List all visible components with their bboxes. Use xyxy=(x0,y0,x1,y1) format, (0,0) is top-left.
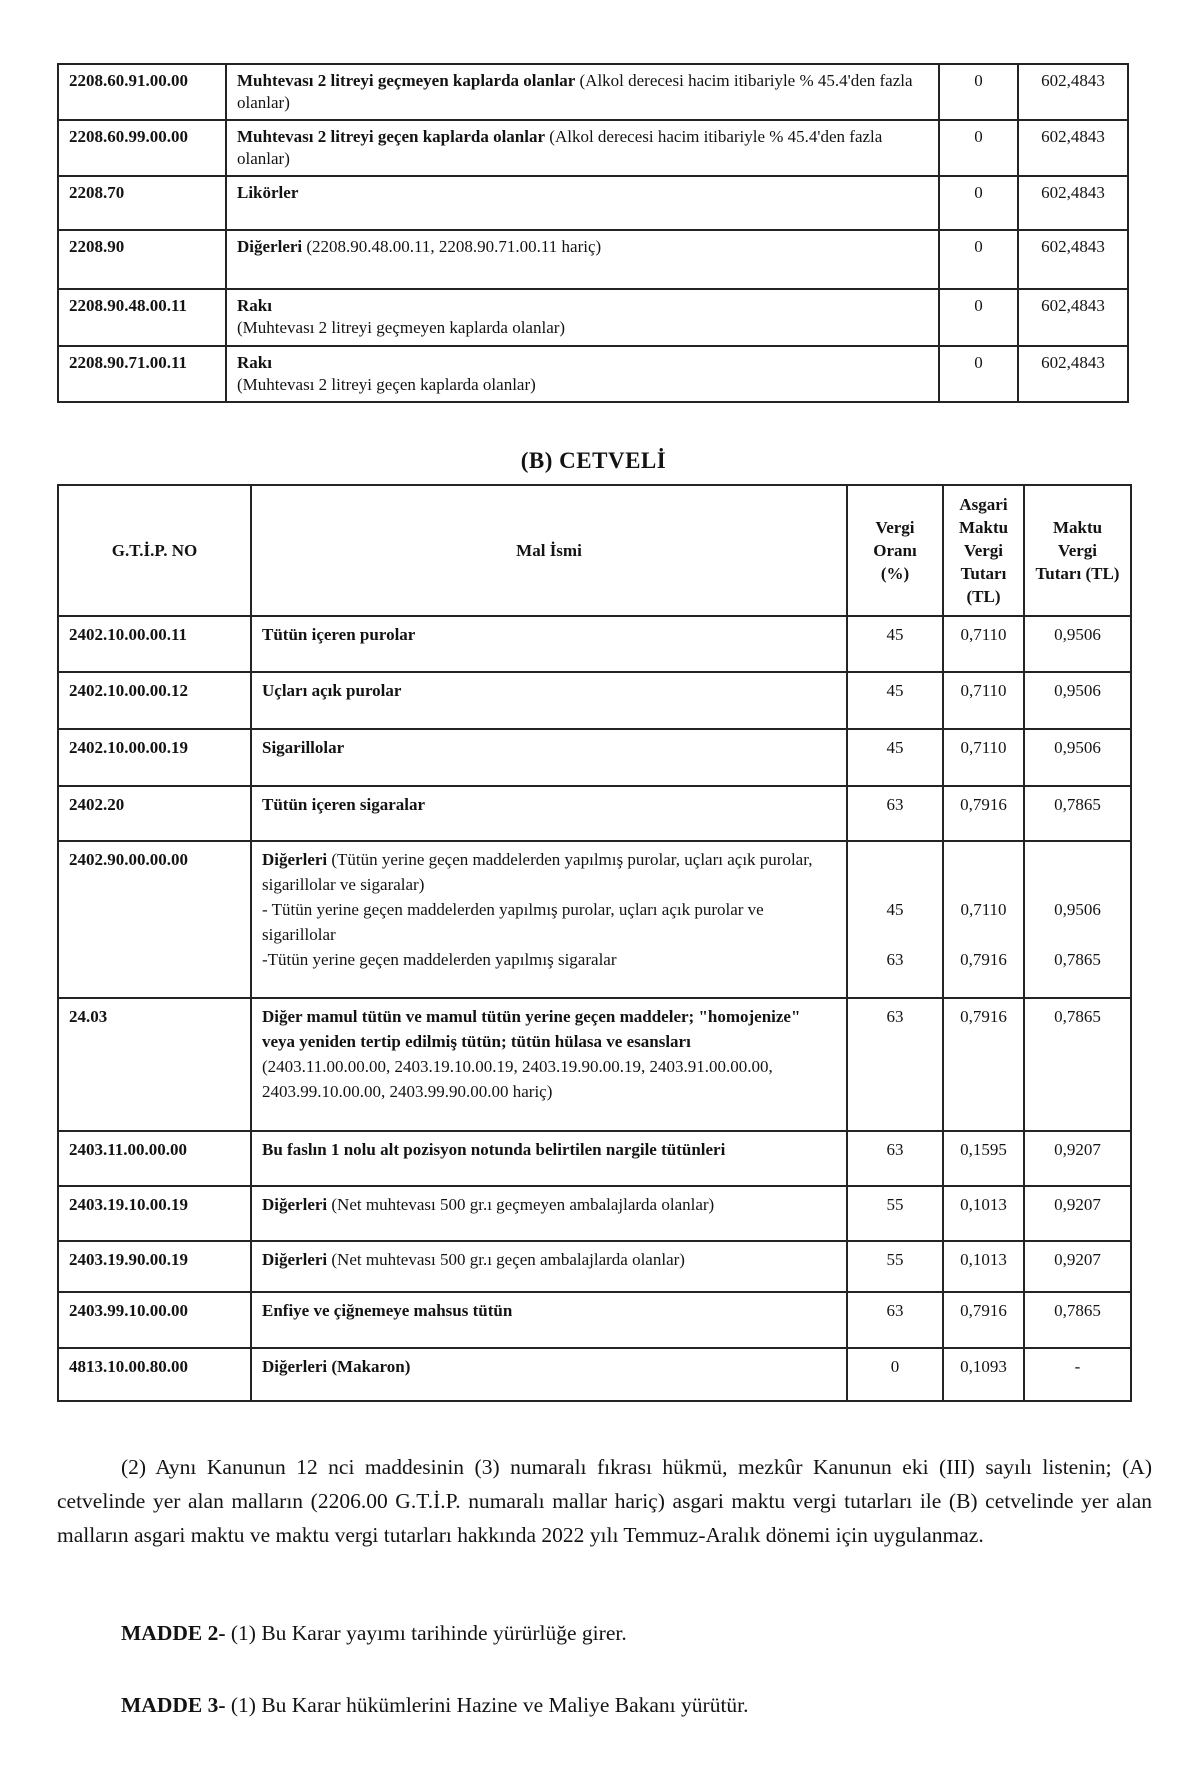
vergi-orani-cell: 55 xyxy=(847,1241,943,1292)
madde-2-clause xyxy=(121,1618,627,1648)
mal-ismi-cell xyxy=(251,998,847,1131)
header-gtip-no: G.T.İ.P. NO xyxy=(58,485,251,616)
table-row xyxy=(58,616,1131,672)
madde-3-label: MADDE 3- xyxy=(121,1693,226,1717)
vergi-orani-cell: 45 xyxy=(847,672,943,729)
gtip-cell: 2403.99.10.00.00 xyxy=(58,1292,251,1348)
vergi-orani-cell: 0 xyxy=(939,120,1018,176)
mal-ismi-cell xyxy=(226,176,939,230)
asgari-tutar-cell: 0,1093 xyxy=(943,1348,1024,1401)
mal-ismi-intro: Diğerleri (Tütün yerine geçen maddelerden yapılmış purolar, uçları açık purolar, sigarillolar ve sigaralar) xyxy=(262,850,813,894)
table-b xyxy=(57,484,1132,1402)
mal-ismi-cell xyxy=(226,120,939,176)
maktu-tutar-cell: 602,4843 xyxy=(1018,230,1128,289)
mal-ismi-bold: Diğerleri xyxy=(262,1250,328,1269)
table-row xyxy=(58,729,1131,786)
mal-ismi-cell xyxy=(251,1131,847,1186)
mal-ismi-item1: - Tütün yerine geçen maddelerden yapılmış purolar, uçları açık purolar ve sigarillolar xyxy=(262,900,764,944)
table-a xyxy=(57,63,1129,403)
madde-3-clause xyxy=(121,1690,749,1720)
mal-ismi-rest: (Net muhtevası 500 gr.ı geçmeyen ambalajlarda olanlar) xyxy=(327,1195,715,1214)
table-row xyxy=(58,1131,1131,1186)
header-vergi-orani: Vergi Oranı (%) xyxy=(847,485,943,616)
maktu-tutar-cell: - xyxy=(1024,1348,1131,1401)
asgari-tutar-cell: 0,7110 xyxy=(943,729,1024,786)
gtip-cell: 2208.70 xyxy=(58,176,226,230)
mal-ismi-line2: (Muhtevası 2 litreyi geçen kaplarda olanlar) xyxy=(237,375,536,394)
mal-ismi-line2: (Muhtevası 2 litreyi geçmeyen kaplarda olanlar) xyxy=(237,318,566,337)
vergi-orani-cell: 63 xyxy=(847,998,943,1131)
maktu-tutar-cell: 602,4843 xyxy=(1018,289,1128,346)
mal-ismi-cell xyxy=(251,672,847,729)
mal-ismi-bold: Likörler xyxy=(237,183,299,202)
mal-ismi-bold: Tütün içeren purolar xyxy=(262,625,416,644)
table-row xyxy=(58,1241,1131,1292)
asgari-tutar-cell: 0,1013 xyxy=(943,1186,1024,1241)
gtip-cell: 2402.10.00.00.19 xyxy=(58,729,251,786)
mal-ismi-cell xyxy=(251,841,847,998)
mal-ismi-bold: Diğerleri xyxy=(237,237,303,256)
mal-ismi-bold: Diğerleri xyxy=(262,1195,328,1214)
gtip-cell: 24.03 xyxy=(58,998,251,1131)
mal-ismi-cell xyxy=(251,1241,847,1292)
mal-ismi-bold: Tütün içeren sigaralar xyxy=(262,795,426,814)
gtip-cell: 2208.60.91.00.00 xyxy=(58,64,226,120)
gtip-cell: 4813.10.00.80.00 xyxy=(58,1348,251,1401)
gtip-cell: 2403.19.90.00.19 xyxy=(58,1241,251,1292)
table-row xyxy=(58,841,1131,998)
mal-ismi-bold: Muhtevası 2 litreyi geçen kaplarda olanlar xyxy=(237,127,546,146)
maktu-tutar-cell: 0,9506 xyxy=(1024,616,1131,672)
mal-ismi-cell xyxy=(226,230,939,289)
header-mal-ismi: Mal İsmi xyxy=(251,485,847,616)
gtip-cell: 2403.11.00.00.00 xyxy=(58,1131,251,1186)
asgari-tutar-cell: 0,7110 0,7916 xyxy=(943,841,1024,998)
mal-ismi-cell xyxy=(251,616,847,672)
mal-ismi-bold: Sigarillolar xyxy=(262,738,345,757)
vergi-orani-cell: 0 xyxy=(939,64,1018,120)
asgari-tutar-cell: 0,7916 xyxy=(943,998,1024,1131)
table-row xyxy=(58,1348,1131,1401)
mal-ismi-rest: (2208.90.48.00.11, 2208.90.71.00.11 hariç) xyxy=(302,237,602,256)
table-row xyxy=(58,120,1128,176)
mal-ismi-bold: Bu faslın 1 nolu alt pozisyon notunda belirtilen nargile tütünleri xyxy=(262,1140,726,1159)
table-row xyxy=(58,64,1128,120)
paragraph-2: (2) Aynı Kanunun 12 nci maddesinin (3) numaralı fıkrası hükmü, mezkûr Kanunun eki (III) sayılı listenin; (A) cetvelinde yer alan malların (2206.00 G.T.İ.P. numaralı mallar hariç) asgari maktu vergi tutarları ile (B) cetvelinde yer alan malların asgari maktu ve maktu vergi tutarları hakkında 2022 yılı Temmuz-Aralık dönemi için uygulanmaz. xyxy=(57,1455,1152,1547)
asgari-tutar-cell: 0,7916 xyxy=(943,786,1024,841)
asgari-tutar-cell: 0,7916 xyxy=(943,1292,1024,1348)
mal-ismi-bold: Rakı xyxy=(237,296,272,315)
mal-ismi-cell xyxy=(226,64,939,120)
vergi-orani-cell: 63 xyxy=(847,1131,943,1186)
mal-ismi-cell xyxy=(251,1292,847,1348)
gtip-cell: 2402.10.00.00.11 xyxy=(58,616,251,672)
vergi-orani-cell: 0 xyxy=(847,1348,943,1401)
mal-ismi-cell xyxy=(226,289,939,346)
mal-ismi-bold: Muhtevası 2 litreyi geçmeyen kaplarda olanlar xyxy=(237,71,576,90)
maktu-tutar-cell: 0,9506 0,7865 xyxy=(1024,841,1131,998)
table-row xyxy=(58,176,1128,230)
table-header-row xyxy=(58,485,1131,616)
madde-2-text: (1) Bu Karar yayımı tarihinde yürürlüğe girer. xyxy=(225,1621,627,1645)
mal-ismi-cell xyxy=(251,729,847,786)
gtip-cell: 2402.20 xyxy=(58,786,251,841)
asgari-tutar-cell: 0,7110 xyxy=(943,616,1024,672)
vergi-orani-cell: 45 xyxy=(847,729,943,786)
gtip-cell: 2208.90 xyxy=(58,230,226,289)
table-row xyxy=(58,998,1131,1131)
vergi-orani-cell: 0 xyxy=(939,230,1018,289)
mal-ismi-bold: Rakı xyxy=(237,353,272,372)
maktu-tutar-cell: 602,4843 xyxy=(1018,120,1128,176)
maktu-tutar-cell: 0,7865 xyxy=(1024,998,1131,1131)
vergi-orani-cell: 45 xyxy=(847,616,943,672)
vergi-orani-cell: 55 xyxy=(847,1186,943,1241)
mal-ismi-cell xyxy=(251,1348,847,1401)
maktu-tutar-cell: 0,9506 xyxy=(1024,672,1131,729)
mal-ismi-cell xyxy=(226,346,939,402)
table-row xyxy=(58,1292,1131,1348)
section-heading-b-cetveli: (B) CETVELİ xyxy=(520,448,667,473)
maktu-tutar-cell: 0,7865 xyxy=(1024,1292,1131,1348)
maktu-tutar-cell: 602,4843 xyxy=(1018,176,1128,230)
maktu-tutar-cell: 0,9207 xyxy=(1024,1131,1131,1186)
maktu-tutar-cell: 0,9506 xyxy=(1024,729,1131,786)
madde-2-label: MADDE 2- xyxy=(121,1621,226,1645)
mal-ismi-bold: Uçları açık purolar xyxy=(262,681,402,700)
mal-ismi-bold: Enfiye ve çiğnemeye mahsus tütün xyxy=(262,1301,513,1320)
table-row xyxy=(58,289,1128,346)
vergi-orani-cell: 0 xyxy=(939,346,1018,402)
table-row xyxy=(58,230,1128,289)
mal-ismi-rest: (Net muhtevası 500 gr.ı geçen ambalajlarda olanlar) xyxy=(327,1250,685,1269)
vergi-orani-cell: 0 xyxy=(939,289,1018,346)
maktu-tutar-cell: 602,4843 xyxy=(1018,64,1128,120)
vergi-orani-cell: 0 xyxy=(939,176,1018,230)
mal-ismi-rest: (Alkol derecesi hacim itibariyle % 45.4'den fazla olanlar) xyxy=(237,127,883,168)
gtip-cell: 2208.90.71.00.11 xyxy=(58,346,226,402)
asgari-tutar-cell: 0,7110 xyxy=(943,672,1024,729)
vergi-orani-cell: 45 63 xyxy=(847,841,943,998)
mal-ismi-item2: -Tütün yerine geçen maddelerden yapılmış sigaralar xyxy=(262,950,617,969)
gtip-cell: 2403.19.10.00.19 xyxy=(58,1186,251,1241)
mal-ismi-bold: Diğerleri (Makaron) xyxy=(262,1357,411,1376)
header-maktu: Maktu Vergi Tutarı (TL) xyxy=(1024,485,1131,616)
gtip-cell: 2402.90.00.00.00 xyxy=(58,841,251,998)
vergi-orani-cell: 63 xyxy=(847,786,943,841)
table-row xyxy=(58,346,1128,402)
vergi-orani-cell: 63 xyxy=(847,1292,943,1348)
header-asgari-maktu: Asgari Maktu Vergi Tutarı (TL) xyxy=(943,485,1024,616)
maktu-tutar-cell: 602,4843 xyxy=(1018,346,1128,402)
mal-ismi-rest: (Alkol derecesi hacim itibariyle % 45.4'den fazla olanlar) xyxy=(237,71,913,112)
table-row xyxy=(58,1186,1131,1241)
asgari-tutar-cell: 0,1013 xyxy=(943,1241,1024,1292)
mal-ismi-bold: Diğer mamul tütün ve mamul tütün yerine geçen maddeler; "homojenize" veya yeniden tertip edilmiş tütün; tütün hülasa ve esansları xyxy=(262,1007,801,1051)
mal-ismi-cell xyxy=(251,786,847,841)
gtip-cell: 2208.90.48.00.11 xyxy=(58,289,226,346)
maktu-tutar-cell: 0,9207 xyxy=(1024,1241,1131,1292)
madde-3-text: (1) Bu Karar hükümlerini Hazine ve Maliye Bakanı yürütür. xyxy=(225,1693,749,1717)
mal-ismi-line2: (2403.11.00.00.00, 2403.19.10.00.19, 2403.19.90.00.19, 2403.91.00.00.00, 2403.99.10.00.00, 2403.99.90.00.00 hariç) xyxy=(262,1057,773,1101)
maktu-tutar-cell: 0,7865 xyxy=(1024,786,1131,841)
gtip-cell: 2402.10.00.00.12 xyxy=(58,672,251,729)
asgari-tutar-cell: 0,1595 xyxy=(943,1131,1024,1186)
maktu-tutar-cell: 0,9207 xyxy=(1024,1186,1131,1241)
gtip-cell: 2208.60.99.00.00 xyxy=(58,120,226,176)
table-row xyxy=(58,786,1131,841)
table-row xyxy=(58,672,1131,729)
mal-ismi-cell xyxy=(251,1186,847,1241)
